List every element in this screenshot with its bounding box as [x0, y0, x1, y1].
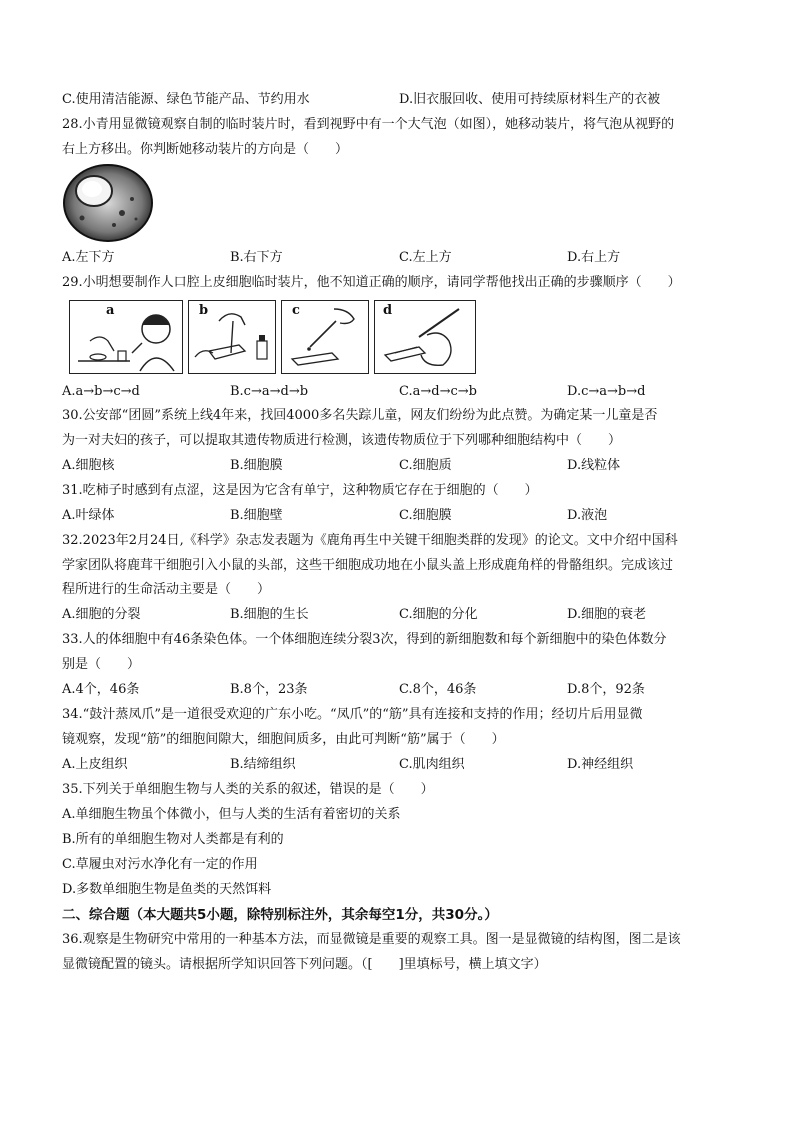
q34-option-c: C.肌肉组织: [399, 757, 465, 772]
option-c: C.使用清洁能源、绿色节能产品、节约用水: [62, 92, 310, 107]
question-33-stem-cont: 别是（ ）: [62, 657, 141, 672]
question-36-stem-cont: 显微镜配置的镜头。请根据所学知识回答下列问题。（[ ]里填标号，横上填文字）: [62, 957, 547, 972]
question-33-stem: 33.人的体细胞中有46条染色体。一个体细胞连续分裂3次，得到的新细胞数和每个新细胞中的染色体数分: [62, 632, 667, 647]
question-32-stem: 32.2023年2月24日,《科学》杂志发表题为《鹿角再生中关键干细胞类群的发现》的论文。文中介绍中国科: [62, 533, 678, 548]
q31-option-b: B.细胞壁: [230, 508, 283, 523]
question-30-stem: 30.公安部“团圆”系统上线4年来，找回4000多名失踪儿童，网友们纷纷为此点赞。为确定某一儿童是否: [62, 408, 658, 423]
q35-option-d: D.多数单细胞生物是鱼类的天然饵料: [62, 882, 272, 897]
q31-option-a: A.叶绿体: [62, 508, 115, 523]
question-28-stem: 28.小青用显微镜观察自制的临时装片时，看到视野中有一个大气泡（如图），她移动装片，将气泡从视野的: [62, 117, 675, 132]
section-2-heading: 二、综合题（本大题共5小题，除特别标注外，其余每空1分，共30分。）: [62, 907, 498, 923]
microscope-field-bubble-figure: [62, 163, 154, 243]
panel-label-c: c: [292, 303, 300, 318]
q32-option-a: A.细胞的分裂: [62, 607, 141, 622]
step-panel-c: [281, 300, 369, 374]
q29-option-a: A.a→b→c→d: [62, 384, 140, 399]
q28-option-d: D.右上方: [567, 250, 621, 265]
q32-option-b: B.细胞的生长: [230, 607, 309, 622]
question-36-stem: 36.观察是生物研究中常用的一种基本方法，而显微镜是重要的观察工具。图一是显微镜的结构图，图二是该: [62, 932, 681, 947]
q34-option-b: B.结缔组织: [230, 757, 296, 772]
step-panel-b: [188, 300, 276, 374]
q30-option-d: D.线粒体: [567, 458, 621, 473]
panel-label-a: a: [106, 303, 115, 318]
question-28-stem-cont: 右上方移出。你判断她移动装片的方向是（ ）: [62, 142, 349, 157]
option-d: D.旧衣服回收、使用可持续原材料生产的衣被: [399, 92, 661, 107]
q35-option-b: B.所有的单细胞生物对人类都是有利的: [62, 832, 284, 847]
q34-option-a: A.上皮组织: [62, 757, 128, 772]
q29-option-c: C.a→d→c→b: [399, 384, 477, 399]
q30-option-a: A.细胞核: [62, 458, 115, 473]
q34-option-d: D.神经组织: [567, 757, 634, 772]
question-32-stem-cont2: 程所进行的生命活动主要是（ ）: [62, 582, 271, 597]
q33-option-d: D.8个，92条: [567, 682, 645, 697]
panel-label-d: d: [383, 303, 393, 318]
question-34-stem-cont: 镜观察，发现“筋”的细胞间隙大，细胞间质多，由此可判断“筋”属于（ ）: [62, 732, 505, 747]
q33-option-b: B.8个，23条: [230, 682, 308, 697]
q31-option-d: D.液泡: [567, 508, 608, 523]
q29-option-d: D.c→a→b→d: [567, 384, 646, 399]
q32-option-c: C.细胞的分化: [399, 607, 478, 622]
q33-option-c: C.8个，46条: [399, 682, 477, 697]
question-30-stem-cont: 为一对夫妇的孩子，可以提取其遗传物质进行检测，该遗传物质位于下列哪种细胞结构中（ ）: [62, 433, 622, 448]
q30-option-b: B.细胞膜: [230, 458, 283, 473]
panel-label-b: b: [199, 303, 209, 318]
q32-option-d: D.细胞的衰老: [567, 607, 647, 622]
question-35-stem: 35.下列关于单细胞生物与人类的关系的叙述，错误的是（ ）: [62, 782, 434, 797]
q30-option-c: C.细胞质: [399, 458, 452, 473]
q28-option-a: A.左下方: [62, 250, 115, 265]
q28-option-c: C.左上方: [399, 250, 452, 265]
question-31-stem: 31.吃柿子时感到有点涩，这是因为它含有单宁，这种物质它存在于细胞的（ ）: [62, 483, 538, 498]
step-panel-a: [69, 300, 183, 374]
question-32-stem-cont: 学家团队将鹿茸干细胞引入小鼠的头部，这些干细胞成功地在小鼠头盖上形成鹿角样的骨骼组织。完成该过: [62, 558, 674, 573]
q33-option-a: A.4个，46条: [62, 682, 140, 697]
q35-option-c: C.草履虫对污水净化有一定的作用: [62, 857, 258, 872]
q28-option-b: B.右下方: [230, 250, 283, 265]
question-29-stem: 29.小明想要制作人口腔上皮细胞临时装片，他不知道正确的顺序，请同学帮他找出正确的步骤顺序（ ）: [62, 275, 681, 290]
q29-option-b: B.c→a→d→b: [230, 384, 309, 399]
q31-option-c: C.细胞膜: [399, 508, 452, 523]
question-34-stem: 34.“鼓汁蒸凤爪”是一道很受欢迎的广东小吃。“凤爪”的“筋”具有连接和支持的作用；经切片后用显微: [62, 707, 643, 722]
q35-option-a: A.单细胞生物虽个体微小，但与人类的生活有着密切的关系: [62, 807, 401, 822]
step-panel-d: [374, 300, 476, 374]
